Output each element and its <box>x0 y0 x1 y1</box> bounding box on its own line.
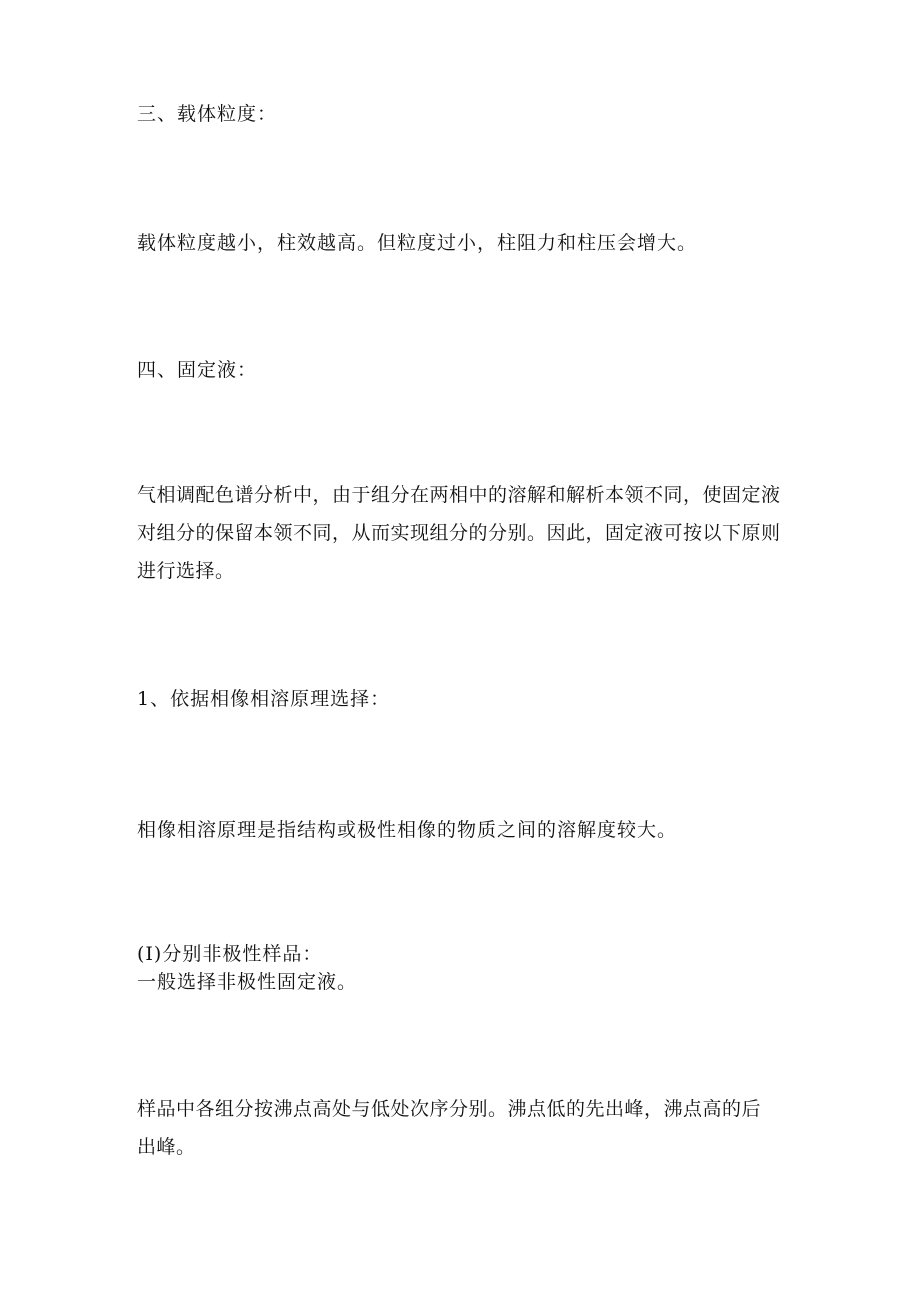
section-heading-carrier-particle-size: 三、载体粒度： <box>137 103 278 125</box>
paragraph-line: 样品中各组分按沸点高处与低处次序分别。沸点低的先出峰，沸点高的后 <box>137 1098 762 1120</box>
paragraph-boiling-point-order <box>137 1090 792 1166</box>
paragraph-fixed-liquid <box>137 476 792 590</box>
sub-heading-nonpolar-samples: (I)分别非极性样品： <box>137 943 323 965</box>
paragraph-line: 对组分的保留本领不同，从而实现组分的分别。因此，固定液可按以下原则 <box>137 522 781 544</box>
paragraph-line: 出峰。 <box>137 1136 196 1158</box>
line-nonpolar-fixed-liquid: 一般选择非极性固定液。 <box>137 971 358 993</box>
section-heading-fixed-liquid: 四、固定液： <box>137 359 258 381</box>
paragraph-line: 进行选择。 <box>137 560 235 582</box>
paragraph-line: 气相调配色谱分析中，由于组分在两相中的溶解和解析本领不同，使固定液 <box>137 484 781 506</box>
subsection-heading-similarity-principle: 1、依据相像相溶原理选择： <box>137 688 391 710</box>
paragraph-particle-size: 载体粒度越小，柱效越高。但粒度过小，柱阻力和柱压会增大。 <box>137 232 698 254</box>
paragraph-similarity-principle: 相像相溶原理是指结构或极性相像的物质之间的溶解度较大。 <box>137 819 678 841</box>
